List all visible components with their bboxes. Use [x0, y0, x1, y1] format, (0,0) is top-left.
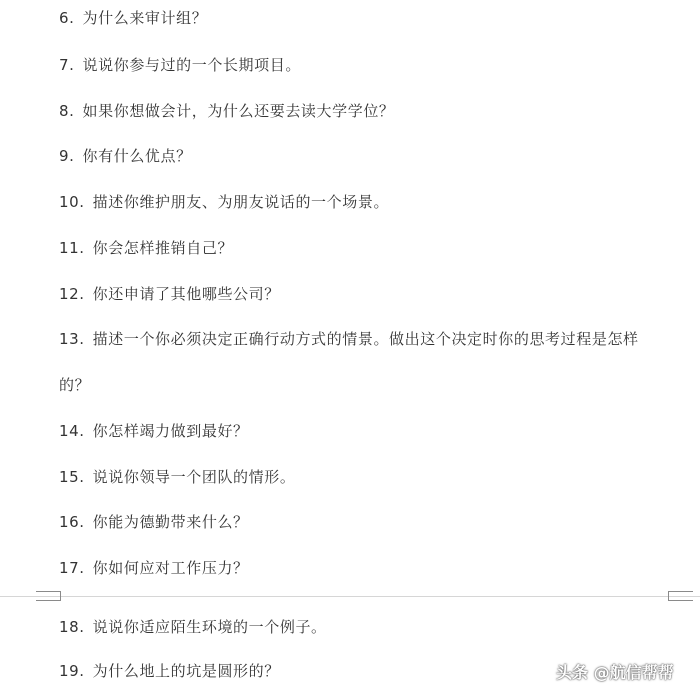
source-watermark: 头条 @航信帮帮 — [556, 663, 674, 682]
question-item — [59, 329, 679, 349]
question-number: 15. — [59, 468, 85, 486]
question-text: 说说你适应陌生环境的一个例子。 — [92, 618, 327, 636]
question-item — [59, 55, 679, 75]
page-break-divider — [0, 596, 700, 597]
question-text: 你还申请了其他哪些公司？ — [92, 285, 280, 303]
question-item — [59, 101, 679, 121]
question-text: 你怎样竭力做到最好？ — [92, 422, 249, 440]
question-item — [59, 192, 679, 212]
question-item — [59, 238, 679, 258]
question-number: 14. — [59, 422, 85, 440]
question-text: 为什么地上的坑是圆形的？ — [92, 662, 280, 680]
question-item — [59, 512, 679, 532]
question-number: 12. — [59, 285, 85, 303]
question-text: 描述一个你必须决定正确行动方式的情景。做出这个决定时你的思考过程是怎样 — [92, 330, 639, 348]
question-text: 为什么来审计组？ — [82, 9, 208, 27]
question-number: 7. — [59, 56, 75, 74]
question-number: 8. — [59, 102, 75, 120]
question-number: 11. — [59, 239, 85, 257]
question-text: 如果你想做会计，为什么还要去读大学学位？ — [82, 102, 395, 120]
question-text: 你能为德勤带来什么？ — [92, 513, 249, 531]
question-text-continuation: 的？ — [59, 376, 91, 394]
question-item — [59, 146, 679, 166]
question-number: 9. — [59, 147, 75, 165]
question-item — [59, 421, 679, 441]
question-text: 你有什么优点？ — [82, 147, 192, 165]
question-item — [59, 284, 679, 304]
page-corner-mark-right — [668, 591, 693, 601]
question-number: 19. — [59, 662, 85, 680]
question-item — [59, 467, 679, 487]
question-text: 说说你参与过的一个长期项目。 — [82, 56, 301, 74]
question-text: 描述你维护朋友、为朋友说话的一个场景。 — [92, 193, 390, 211]
question-number: 10. — [59, 193, 85, 211]
question-text: 你如何应对工作压力？ — [92, 559, 249, 577]
page-corner-mark-left — [36, 591, 61, 601]
question-item — [59, 617, 679, 637]
question-item — [59, 558, 679, 578]
question-text: 说说你领导一个团队的情形。 — [92, 468, 296, 486]
question-number: 18. — [59, 618, 85, 636]
question-number: 16. — [59, 513, 85, 531]
question-number: 17. — [59, 559, 85, 577]
question-item — [59, 8, 679, 28]
question-text: 你会怎样推销自己？ — [92, 239, 234, 257]
question-number: 13. — [59, 330, 85, 348]
question-number: 6. — [59, 9, 75, 27]
